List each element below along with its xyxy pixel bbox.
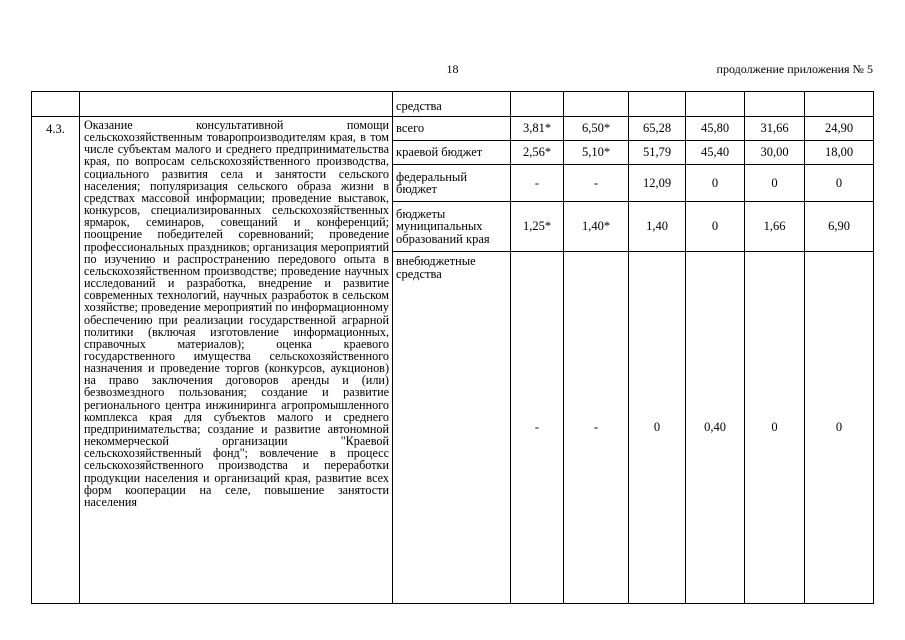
value-cell: 2,56* (511, 141, 564, 165)
value-cell (564, 92, 629, 117)
value-cell: 0,40 (686, 252, 745, 604)
value-cell: 51,79 (629, 141, 686, 165)
value-cell: 45,80 (686, 117, 745, 141)
value-cell (629, 92, 686, 117)
value-cell: 1,25* (511, 202, 564, 252)
program-table (31, 91, 874, 604)
value-cell: 1,40 (629, 202, 686, 252)
value-cell (511, 92, 564, 117)
description-cell: Оказание консультативной помощи сельскохозяйственным товаропроизводителям края, в том числе субъектам малого и среднего предпринимательства края, по вопросам сельскохозяйственного производства, социального развития села и занятости сельского населения; популяризация сельского образа жизни в средствах массовой информации; проведение выставок, конкурсов, специализированных сельскохозяйственных ярмарок, семинаров, совещаний и конференций; поощрение победителей соревнований; проведение профессиональных праздников; организация мероприятий по изучению и распространению передового опыта в сельскохозяйственном производстве; проведение научных исследований и разработка, внедрение и развитие современных технологий, научных разработок в сельском хозяйстве; проведение мероприятий по информационному обеспечению при реализации государственной аграрной политики (включая изготовление информационных, справочных материалов); оценка краевого государственного имущества сельскохозяйственного назначения и проведение торгов (конкурсов, аукционов) на право заключения договоров аренды и (или) безвозмездного пользования; создание и развитие регионального центра инжиниринга агропромышленного комплекса края для субъектов малого и среднего предпринимательства; создание и развитие автономной некоммерческой организации "Краевой сельскохозяйственный фонд"; вовлечение в процесс сельскохозяйственного производства и переработки продукции населения и организаций края, развитие всех форм кооперации на селе, повышение занятости населения (80, 117, 393, 604)
value-cell (686, 92, 745, 117)
value-cell: 0 (805, 252, 874, 604)
value-cell: 1,40* (564, 202, 629, 252)
funding-source-cell: федеральный бюджет (393, 165, 511, 202)
value-cell: - (511, 252, 564, 604)
funding-source-cell: краевой бюджет (393, 141, 511, 165)
value-cell: 5,10* (564, 141, 629, 165)
value-cell: 6,50* (564, 117, 629, 141)
continuation-label: продолжение приложения № 5 (716, 62, 873, 76)
value-cell: 0 (686, 202, 745, 252)
value-cell: 0 (745, 165, 805, 202)
value-cell (745, 92, 805, 117)
value-cell: - (564, 165, 629, 202)
value-cell: 1,66 (745, 202, 805, 252)
item-number-cell (32, 92, 80, 117)
value-cell: - (511, 165, 564, 202)
value-cell: 0 (805, 165, 874, 202)
value-cell: 65,28 (629, 117, 686, 141)
value-cell: 45,40 (686, 141, 745, 165)
table-row (32, 117, 874, 141)
funding-source-cell: бюджеты муниципальных образований края (393, 202, 511, 252)
page-number: 18 (446, 62, 459, 76)
value-cell: 0 (686, 165, 745, 202)
description-cell (80, 92, 393, 117)
value-cell: 24,90 (805, 117, 874, 141)
value-cell (805, 92, 874, 117)
value-cell: 31,66 (745, 117, 805, 141)
funding-source-cell: средства (393, 92, 511, 117)
value-cell: 12,09 (629, 165, 686, 202)
item-number-cell: 4.3. (32, 117, 80, 604)
value-cell: 0 (629, 252, 686, 604)
table-row (32, 92, 874, 117)
funding-source-cell: внебюджетные средства (393, 252, 511, 604)
value-cell: - (564, 252, 629, 604)
value-cell: 3,81* (511, 117, 564, 141)
value-cell: 30,00 (745, 141, 805, 165)
value-cell: 0 (745, 252, 805, 604)
value-cell: 18,00 (805, 141, 874, 165)
value-cell: 6,90 (805, 202, 874, 252)
funding-source-cell: всего (393, 117, 511, 141)
